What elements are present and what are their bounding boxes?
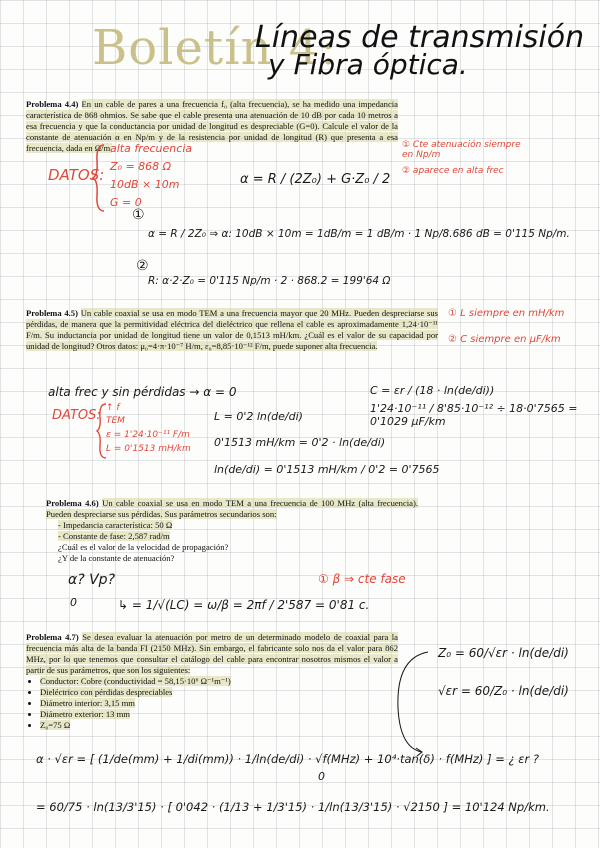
eq-ln-4-5: ln(de/di) = 0'1513 mH/km / 0'2 = 0'7565 bbox=[214, 463, 440, 476]
p47-param-3: Diámetro interior: 3,15 mm bbox=[40, 698, 135, 708]
problem-4-5-label: Problema 4.5) bbox=[26, 308, 78, 318]
z0-formula-4-7: Z₀ = 60/√εr · ln(de/di) bbox=[438, 646, 569, 660]
ink-zero-4-6: 0 bbox=[70, 596, 77, 609]
ink-calc-4-6: ↳ = 1/√(LC) = ω/β = 2πf / 2'587 = 0'81 c. bbox=[118, 598, 370, 612]
cap-calc-4-5: 1'24·10⁻¹¹ / 8'85·10⁻¹² ÷ 18·0'7565 = 0'1029 μF/km bbox=[370, 402, 578, 428]
problem-4-7-label: Problema 4.7) bbox=[26, 632, 79, 642]
p47-param-1: Conductor: Cobre (conductividad = 58,15·10⁶ Ω⁻¹m⁻¹) bbox=[40, 676, 231, 686]
problem-4-4-label: Problema 4.4) bbox=[26, 99, 79, 109]
note-4-6: ① β ⇒ cte fase bbox=[318, 572, 406, 586]
problem-4-6 bbox=[46, 498, 418, 564]
alpha-formula-4-7: α · √εr = [ (1/de(mm) + 1/di(mm)) · 1/ln(de/di) · √f(MHz) + 10⁴·tan(δ) · f(MHz) ] = ¿ εr ? bbox=[36, 752, 539, 766]
er-formula-4-7: √εr = 60/Z₀ · ln(de/di) bbox=[438, 684, 569, 698]
datos-item-4-5-1: ↑ f bbox=[106, 403, 120, 413]
cap-formula-4-5: C = εr / (18 · ln(de/di)) bbox=[370, 384, 495, 397]
step-1-mark: ① bbox=[132, 207, 145, 223]
step-1-calc: α = R / 2Z₀ ⇒ α: 10dB × 10m = 1dB/m = 1 dB/m · 1 Np/8.686 dB = 0'115 Np/m. bbox=[148, 228, 570, 240]
datos-item-4-5-3: ε = 1'24·10⁻¹¹ F/m bbox=[106, 430, 190, 440]
p47-param-2: Dieléctrico con pérdidas despreciables bbox=[40, 687, 173, 697]
title-line-2: y Fibra óptica. bbox=[268, 48, 468, 81]
formula-alpha-4-4: α = R / (2Z₀) + G·Z₀ / 2 bbox=[240, 172, 391, 187]
problem-4-4-text: En un cable de pares a una frecuencia f₀ (alta frecuencia), se ha medido una impedancia característica de 868 ohmios. Se sabe que el cable presenta una atenuación de 10 dB por cada 10 metros a esa frecuencia y que la conductancia por unidad de longitud es despreciable (G=0). Calcule el valor de la constante de atenuación α en Np/m y de la resistencia por unidad de longitud (R) que presenta a esa frecuencia, dada en Ω/m. bbox=[26, 99, 398, 153]
problem-4-5-text: Un cable coaxial se usa en modo TEM a una frecuencia mayor que 20 MHz. Pueden despreciarse sus pérdidas, de manera que la permitividad eléctrica del dieléctrico que rellena el cable es aproximadamente 1,24·10⁻¹¹ F/m. Su inductancia por unidad de longitud tiene un valor de 0,1513 mH/km. ¿Cuál es el valor de su capacidad por unidad de longitud? Otros datos: μ₀=4·π·10⁻⁷ H/m, ε₀=8,85·10⁻¹² F/m, puede suponer alta frecuencia. bbox=[26, 308, 439, 351]
problem-4-7-text: Se desea evaluar la atenuación por metro de un determinado modelo de coaxial para la frecuencia más alta de la banda FI (2150 MHz). Sin embargo, el fabricante solo nos da el valor para 862 MHz, por lo que tenemos que consultar el catálogo del cable para encontrar nosotros mismos el valor a partir de sus parámetros, que son los siguientes: bbox=[26, 632, 398, 675]
problem-4-6-label: Problema 4.6) bbox=[46, 498, 99, 508]
brace-4-4 bbox=[92, 143, 106, 213]
note-4-5-2: ② C siempre en μF/km bbox=[448, 334, 561, 345]
p47-param-5: Z₀=75 Ω bbox=[40, 720, 71, 730]
datos-item-4-4-3: 10dB × 10m bbox=[110, 178, 180, 191]
ink-question-4-6: α? Vp? bbox=[68, 572, 116, 588]
datos-item-4-5-2: TEM bbox=[106, 416, 125, 426]
problem-4-5 bbox=[26, 308, 438, 352]
datos-label-4-5: DATOS: bbox=[52, 408, 101, 423]
eq-L-value-4-5: 0'1513 mH/km = 0'2 · ln(de/di) bbox=[214, 436, 386, 449]
note-4-5-1: ① L siempre en mH/km bbox=[448, 308, 565, 319]
alpha-calc-4-7: = 60/75 · ln(13/3'15) · [ 0'042 · (1/13 + 1/3'15) · 1/ln(13/3'15) · √2150 ] = 10'124 Np/km. bbox=[36, 800, 550, 814]
p46-bullet-1: - Impedancia característica: 50 Ω bbox=[58, 520, 173, 530]
p47-param-4: Diámetro exterior: 13 mm bbox=[40, 709, 130, 719]
p46-question-2: ¿Y de la constante de atenuación? bbox=[58, 553, 175, 563]
title-line-1: Líneas de transmisión bbox=[255, 20, 585, 55]
problem-4-7 bbox=[26, 632, 398, 731]
datos-item-4-4-2: Z₀ = 868 Ω bbox=[110, 160, 172, 173]
eq-L-4-5: L = 0'2 ln(de/di) bbox=[214, 410, 303, 423]
datos-item-4-4-4: G = 0 bbox=[110, 196, 142, 209]
step-2-mark: ② bbox=[136, 258, 149, 274]
step-2-calc: R: α·2·Z₀ = 0'115 Np/m · 2 · 868.2 = 199'64 Ω bbox=[148, 275, 391, 287]
problem-4-6-text: Un cable coaxial se usa en modo TEM a una frecuencia de 100 MHz (alta frecuencia). Pueden despreciarse sus pérdidas. Sus parámetros secundarios son: bbox=[46, 498, 418, 519]
p46-bullet-2: - Constante de fase: 2,587 rad/m bbox=[58, 531, 170, 541]
note-4-4-1: ① Cte atenuación siempre en Np/m bbox=[402, 140, 521, 160]
p47-params-list bbox=[26, 676, 398, 731]
zero-mark-4-7: 0 bbox=[318, 770, 325, 783]
note-4-4-2: ② aparece en alta frec bbox=[402, 166, 504, 176]
datos-item-4-5-4: L = 0'1513 mH/km bbox=[106, 444, 191, 454]
datos-label-4-4: DATOS: bbox=[48, 166, 105, 184]
p46-question-1: ¿Cuál es el valor de la velocidad de propagación? bbox=[58, 542, 229, 552]
arrow-4-7 bbox=[392, 648, 432, 758]
page-title: Boletín 4: bbox=[92, 20, 338, 76]
problem-4-4 bbox=[26, 99, 398, 154]
line-alta-frec: alta frec y sin pérdidas → α = 0 bbox=[48, 385, 237, 399]
datos-item-4-4-1: alta frecuencia bbox=[110, 142, 193, 155]
